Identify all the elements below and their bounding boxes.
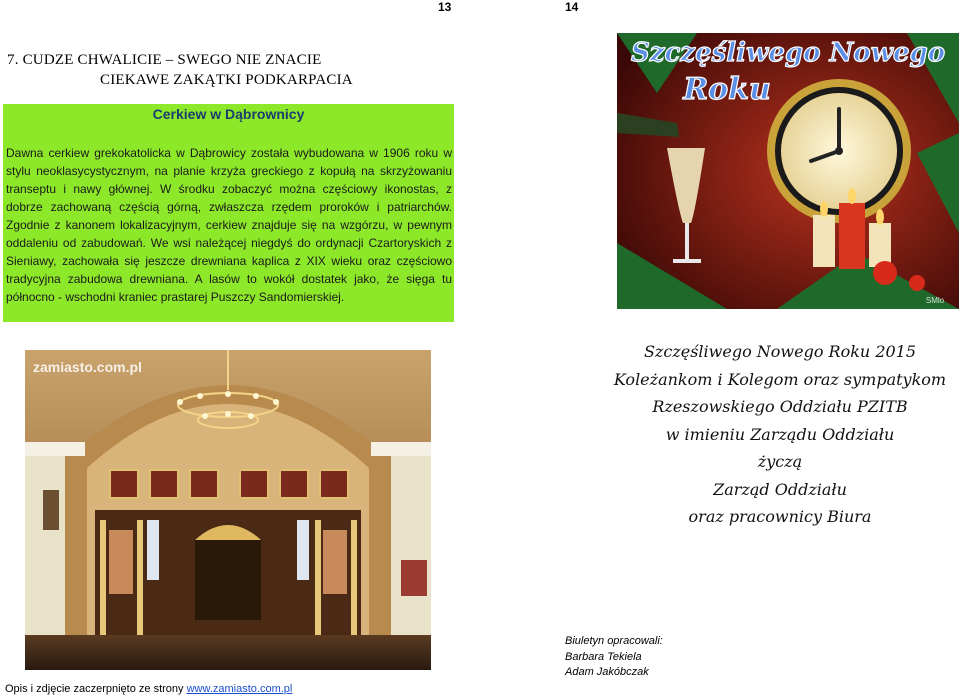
photo-watermark: zamiasto.com.pl [33, 359, 142, 375]
section-heading-line1: 7. CUDZE CHWALICIE – SWEGO NIE ZNACIE [7, 52, 322, 68]
bulletin-editor: Adam Jakóbczak [565, 666, 649, 678]
credit-prefix: Opis i zdjęcie zaczerpnięto ze strony [5, 683, 187, 695]
wishes-line: Rzeszowskiego Oddziału PZITB [652, 397, 908, 416]
article-title: Cerkiew w Dąbrownicy [152, 106, 305, 122]
new-year-illustration [617, 33, 959, 309]
wishes-line: oraz pracownicy Biura [688, 507, 872, 526]
church-interior-photo [25, 350, 431, 670]
page-number-right: 14 [565, 0, 579, 14]
church-interior-illustration [25, 350, 431, 670]
card-title-line1: Szczęśliwego Nowego [630, 38, 946, 68]
page-number-left: 13 [438, 0, 452, 14]
wishes-line: w imieniu Zarządu Oddziału [665, 424, 895, 444]
wishes-line: Zarząd Oddziału [713, 479, 847, 499]
new-year-card [617, 33, 959, 309]
new-year-wishes [600, 338, 960, 531]
photo-credit [5, 683, 292, 695]
card-title-line2: Roku [683, 72, 771, 107]
wishes-line: życzą [757, 452, 803, 471]
card-signature: SMlo [925, 296, 945, 305]
section-heading [7, 50, 507, 90]
bulletin-header: Biuletyn opracowali: [565, 635, 663, 647]
bulletin-editor: Barbara Tekiela [565, 650, 642, 663]
section-heading-line2: CIEKAWE ZAKĄTKI PODKARPACIA [100, 72, 353, 88]
article-box [3, 104, 454, 322]
wishes-line: Szczęśliwego Nowego Roku 2015 [643, 342, 917, 361]
credit-link[interactable]: www.zamiasto.com.pl [186, 683, 293, 695]
bulletin-credits [565, 634, 663, 681]
article-body: Dawna cerkiew grekokatolicka w Dąbrowicy została wybudowana w 1906 roku w stylu neoklasycystycznym, na planie krzyża greckiego z kopułą na skrzyżowaniu transeptu i nawy głównej. W środku zobaczyć można częściowy ikonostas, z dobrze zachowaną częścią górną, zwłaszcza rzędem proroków i patriarchów. Zgodnie z kanonem lokalizacyjnym, cerkiew znajduje się na wzgórzu, w pewnym oddaleniu od zabudowań. We wsi należącej niegdyś do ordynacji Czartoryskich z Sieniawy, zachowała się jeszcze drewniana kaplica z XIX wieku oraz częściowo tradycyjna zabudowa drewniana. A lasów to wokół dostatek jako, że sięga tu północno - wschodni kraniec prastarej Puszczy Sandomierskiej. [6, 146, 452, 304]
wishes-line: Koleżankom i Kolegom oraz sympatykom [613, 369, 947, 389]
